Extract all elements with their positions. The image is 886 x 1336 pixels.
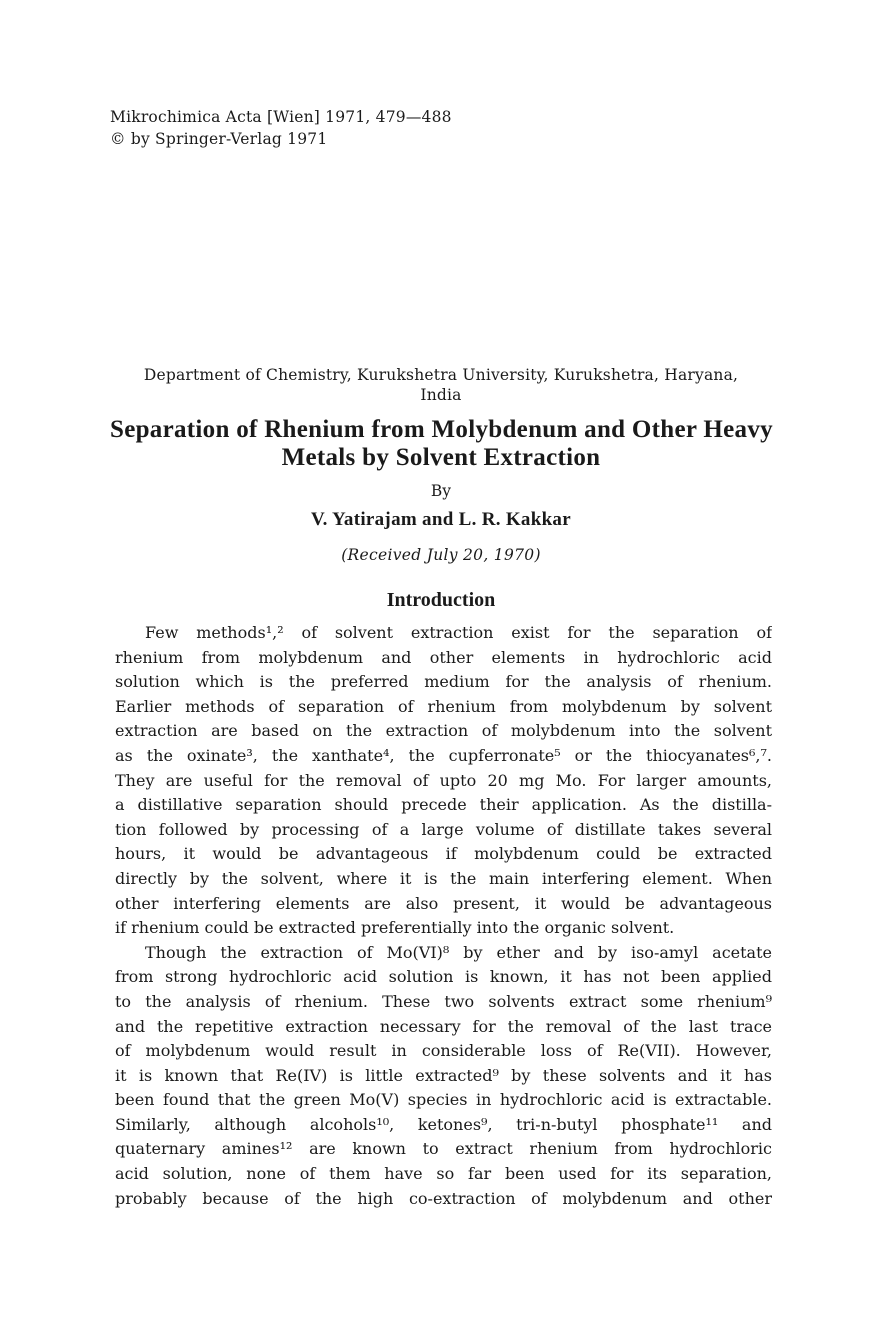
text-line: and the repetitive extraction necessary for the removal of the last trace [115, 1016, 772, 1036]
section-heading: Introduction [386, 589, 496, 611]
text-line: rhenium from molybdenum and other elements in hydrochloric acid [115, 647, 772, 667]
text-line: Few methods¹,² of solvent extraction exist for the separation of [145, 623, 772, 642]
text-line: other interfering elements are also present, it would be advantageous [115, 893, 772, 913]
journal-citation [110, 106, 452, 150]
affiliation [110, 365, 772, 405]
title-line: Metals by Solvent Extraction [281, 444, 601, 471]
text-line: to the analysis of rhenium. These two solvents extract some rhenium⁹ [115, 991, 772, 1011]
journal-line: Mikrochimica Acta [Wien] 1971, 479—488 [110, 108, 452, 126]
body-text [115, 621, 772, 1211]
text-line: as the oxinate³, the xanthate⁴, the cupferronate⁵ or the thiocyanates⁶,⁷. [115, 745, 772, 765]
text-line: it is known that Re(IV) is little extracted⁹ by these solvents and it has [115, 1065, 772, 1085]
text-line: solution which is the preferred medium for the analysis of rhenium. [115, 672, 772, 692]
text-line: Earlier methods of separation of rhenium from molybdenum by solvent [115, 696, 772, 716]
title-line: Separation of Rhenium from Molybdenum and Other Heavy [110, 416, 773, 443]
text-line: a distillative separation should precede their application. As the distilla- [115, 795, 772, 815]
byline: By [430, 482, 452, 500]
text-line: of molybdenum would result in considerable loss of Re(VII). However, [115, 1041, 772, 1061]
text-line: from strong hydrochloric acid solution is known, it has not been applied [115, 967, 772, 987]
text-line: quaternary amines¹² are known to extract rhenium from hydrochloric [115, 1139, 772, 1159]
text-line: tion followed by processing of a large volume of distillate takes several [115, 819, 772, 839]
text-line: Similarly, although alcohols¹⁰, ketones⁹, tri-n-butyl phosphate¹¹ and [115, 1114, 772, 1134]
text-line: Though the extraction of Mo(VI)⁸ by ether and by iso-amyl acetate [145, 942, 772, 962]
text-line: extraction are based on the extraction of molybdenum into the solvent [115, 721, 772, 741]
affiliation-line: India [420, 386, 462, 404]
affiliation-line: Department of Chemistry, Kurukshetra University, Kurukshetra, Haryana, [143, 366, 739, 384]
received-date: (Received July 20, 1970) [341, 546, 541, 564]
authors: V. Yatirajam and L. R. Kakkar [311, 509, 571, 530]
text-line: They are useful for the removal of upto 20 mg Mo. For larger amounts, [115, 770, 772, 790]
text-line: if rhenium could be extracted preferentially into the organic solvent. [115, 918, 675, 938]
text-line: probably because of the high co-extraction of molybdenum and other [115, 1188, 772, 1208]
paper-title [110, 416, 772, 472]
copyright-line: © by Springer-Verlag 1971 [110, 130, 328, 148]
text-line: hours, it would be advantageous if molybdenum could be extracted [115, 844, 772, 864]
text-line: directly by the solvent, where it is the main interfering element. When [115, 868, 772, 888]
text-line: been found that the green Mo(V) species in hydrochloric acid is extractable. [115, 1090, 772, 1110]
text-line: acid solution, none of them have so far been used for its separation, [115, 1164, 772, 1184]
